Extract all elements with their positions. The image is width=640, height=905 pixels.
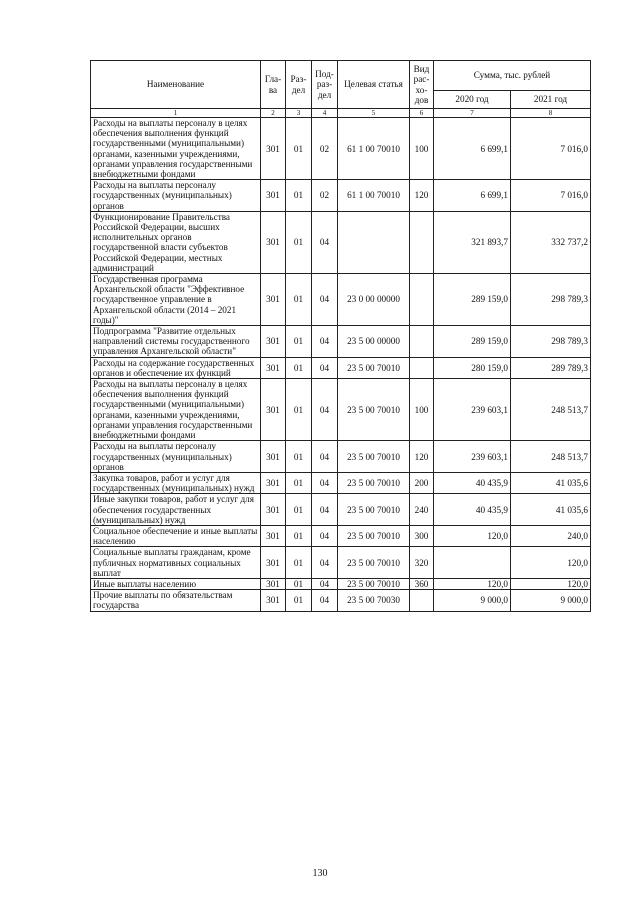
cell-vid: 100 [410, 379, 434, 441]
cell-2020: 289 159,0 [434, 326, 511, 358]
cell-podrazdel: 02 [312, 180, 338, 212]
header-2020: 2020 год [434, 91, 511, 109]
table-row [91, 274, 591, 326]
header-glava: Гла-ва [261, 61, 286, 109]
cell-podrazdel: 04 [312, 326, 338, 358]
cell-vid: 320 [410, 547, 434, 579]
cell-vid: 120 [410, 180, 434, 212]
table-row [91, 357, 591, 378]
col-num-1: 1 [91, 109, 261, 118]
cell-2021: 248 513,7 [511, 441, 591, 473]
cell-2020 [434, 547, 511, 579]
cell-vid [410, 211, 434, 273]
cell-name: Расходы на выплаты персоналу государственных (муниципальных) органов [91, 441, 261, 473]
cell-glava: 301 [261, 441, 286, 473]
cell-glava: 301 [261, 211, 286, 273]
cell-2021: 298 789,3 [511, 274, 591, 326]
cell-target: 23 5 00 70010 [338, 547, 410, 579]
col-num-6: 6 [410, 109, 434, 118]
cell-glava: 301 [261, 494, 286, 526]
cell-target: 61 1 00 70010 [338, 118, 410, 180]
cell-vid: 100 [410, 118, 434, 180]
cell-podrazdel: 04 [312, 578, 338, 589]
table-row [91, 326, 591, 358]
header-vid: Вид рас-хо-дов [410, 61, 434, 109]
cell-target: 23 5 00 70010 [338, 472, 410, 493]
table-row [91, 525, 591, 546]
table-row [91, 441, 591, 473]
budget-table [90, 60, 591, 612]
table-row [91, 590, 591, 611]
cell-name: Социальные выплаты гражданам, кроме публичных нормативных социальных выплат [91, 547, 261, 579]
cell-2021: 7 016,0 [511, 118, 591, 180]
cell-vid [410, 357, 434, 378]
col-num-8: 8 [511, 109, 591, 118]
cell-target: 23 5 00 70030 [338, 590, 410, 611]
cell-target: 23 5 00 70010 [338, 578, 410, 589]
cell-razdel: 01 [286, 547, 312, 579]
header-podrazdel: Под-раз-дел [312, 61, 338, 109]
cell-razdel: 01 [286, 578, 312, 589]
cell-glava: 301 [261, 547, 286, 579]
cell-podrazdel: 04 [312, 274, 338, 326]
cell-glava: 301 [261, 578, 286, 589]
table-row [91, 578, 591, 589]
cell-name: Прочие выплаты по обязательствам государства [91, 590, 261, 611]
table-row [91, 547, 591, 579]
cell-2020: 120,0 [434, 525, 511, 546]
cell-name: Расходы на содержание государственных органов и обеспечение их функций [91, 357, 261, 378]
cell-name: Иные закупки товаров, работ и услуг для обеспечения государственных (муниципальных) нужд [91, 494, 261, 526]
cell-razdel: 01 [286, 494, 312, 526]
cell-podrazdel: 04 [312, 357, 338, 378]
cell-2020: 239 603,1 [434, 441, 511, 473]
cell-name: Подпрограмма "Развитие отдельных направлений системы государственного управления Архангельской области" [91, 326, 261, 358]
cell-2020: 289 159,0 [434, 274, 511, 326]
header-razdel: Раз-дел [286, 61, 312, 109]
cell-glava: 301 [261, 274, 286, 326]
cell-razdel: 01 [286, 118, 312, 180]
cell-name: Расходы на выплаты персоналу в целях обеспечения выполнения функций государственными (муниципальными) органами, казенными учреждениями, органами управления государственными внебюджетными фондами [91, 379, 261, 441]
cell-razdel: 01 [286, 441, 312, 473]
cell-target: 23 0 00 00000 [338, 274, 410, 326]
cell-podrazdel: 02 [312, 118, 338, 180]
table-row [91, 472, 591, 493]
cell-target: 23 5 00 70010 [338, 441, 410, 473]
cell-target: 23 5 00 70010 [338, 379, 410, 441]
cell-vid: 300 [410, 525, 434, 546]
col-num-7: 7 [434, 109, 511, 118]
cell-name: Расходы на выплаты персоналу в целях обеспечения выполнения функций государственными (муниципальными) органами, казенными учреждениями, органами управления государственными внебюджетными фондами [91, 118, 261, 180]
cell-2021: 289 789,3 [511, 357, 591, 378]
cell-podrazdel: 04 [312, 494, 338, 526]
cell-razdel: 01 [286, 326, 312, 358]
cell-2020: 6 699,1 [434, 118, 511, 180]
cell-glava: 301 [261, 357, 286, 378]
cell-vid: 240 [410, 494, 434, 526]
col-num-2: 2 [261, 109, 286, 118]
cell-podrazdel: 04 [312, 525, 338, 546]
col-num-4: 4 [312, 109, 338, 118]
cell-glava: 301 [261, 590, 286, 611]
cell-2021: 248 513,7 [511, 379, 591, 441]
table-row [91, 118, 591, 180]
cell-2021: 7 016,0 [511, 180, 591, 212]
cell-target: 23 5 00 70010 [338, 525, 410, 546]
cell-podrazdel: 04 [312, 441, 338, 473]
cell-target: 61 1 00 70010 [338, 180, 410, 212]
page-number: 130 [312, 868, 328, 879]
header-2021: 2021 год [511, 91, 591, 109]
cell-vid: 200 [410, 472, 434, 493]
cell-2020: 120,0 [434, 578, 511, 589]
cell-2021: 332 737,2 [511, 211, 591, 273]
table-row [91, 379, 591, 441]
cell-podrazdel: 04 [312, 547, 338, 579]
cell-2020: 321 893,7 [434, 211, 511, 273]
cell-razdel: 01 [286, 211, 312, 273]
cell-vid [410, 326, 434, 358]
cell-glava: 301 [261, 379, 286, 441]
cell-name: Закупка товаров, работ и услуг для государственных (муниципальных) нужд [91, 472, 261, 493]
cell-name: Расходы на выплаты персоналу государственных (муниципальных) органов [91, 180, 261, 212]
cell-2021: 41 035,6 [511, 472, 591, 493]
cell-name: Иные выплаты населению [91, 578, 261, 589]
cell-vid: 360 [410, 578, 434, 589]
col-num-5: 5 [338, 109, 410, 118]
cell-target: 23 5 00 00000 [338, 326, 410, 358]
cell-podrazdel: 04 [312, 472, 338, 493]
cell-2021: 240,0 [511, 525, 591, 546]
cell-2021: 9 000,0 [511, 590, 591, 611]
cell-target: 23 5 00 70010 [338, 494, 410, 526]
cell-glava: 301 [261, 326, 286, 358]
table-row [91, 180, 591, 212]
cell-target: 23 5 00 70010 [338, 357, 410, 378]
cell-glava: 301 [261, 525, 286, 546]
table-row [91, 494, 591, 526]
cell-2020: 239 603,1 [434, 379, 511, 441]
cell-podrazdel: 04 [312, 590, 338, 611]
cell-2021: 298 789,3 [511, 326, 591, 358]
cell-2020: 40 435,9 [434, 472, 511, 493]
header-name: Наименование [91, 61, 261, 109]
table-row [91, 211, 591, 273]
cell-razdel: 01 [286, 274, 312, 326]
cell-target [338, 211, 410, 273]
cell-razdel: 01 [286, 379, 312, 441]
header-target: Целевая статья [338, 61, 410, 109]
cell-2021: 120,0 [511, 547, 591, 579]
cell-podrazdel: 04 [312, 379, 338, 441]
cell-name: Государственная программа Архангельской области "Эффективное государственное управление в Архангельской области (2014 – 2021 годы)" [91, 274, 261, 326]
cell-name: Функционирование Правительства Российской Федерации, высших исполнительных органов государственной власти субъектов Российской Федерации, местных администраций [91, 211, 261, 273]
cell-glava: 301 [261, 118, 286, 180]
cell-2020: 280 159,0 [434, 357, 511, 378]
cell-glava: 301 [261, 180, 286, 212]
cell-vid [410, 274, 434, 326]
cell-glava: 301 [261, 472, 286, 493]
cell-vid [410, 590, 434, 611]
cell-podrazdel: 04 [312, 211, 338, 273]
header-sum: Сумма, тыс. рублей [434, 61, 591, 91]
col-num-3: 3 [286, 109, 312, 118]
cell-2020: 9 000,0 [434, 590, 511, 611]
cell-razdel: 01 [286, 525, 312, 546]
cell-vid: 120 [410, 441, 434, 473]
cell-razdel: 01 [286, 357, 312, 378]
cell-2021: 41 035,6 [511, 494, 591, 526]
cell-razdel: 01 [286, 180, 312, 212]
cell-2020: 6 699,1 [434, 180, 511, 212]
cell-razdel: 01 [286, 472, 312, 493]
cell-2021: 120,0 [511, 578, 591, 589]
cell-2020: 40 435,9 [434, 494, 511, 526]
cell-name: Социальное обеспечение и иные выплаты населению [91, 525, 261, 546]
cell-razdel: 01 [286, 590, 312, 611]
